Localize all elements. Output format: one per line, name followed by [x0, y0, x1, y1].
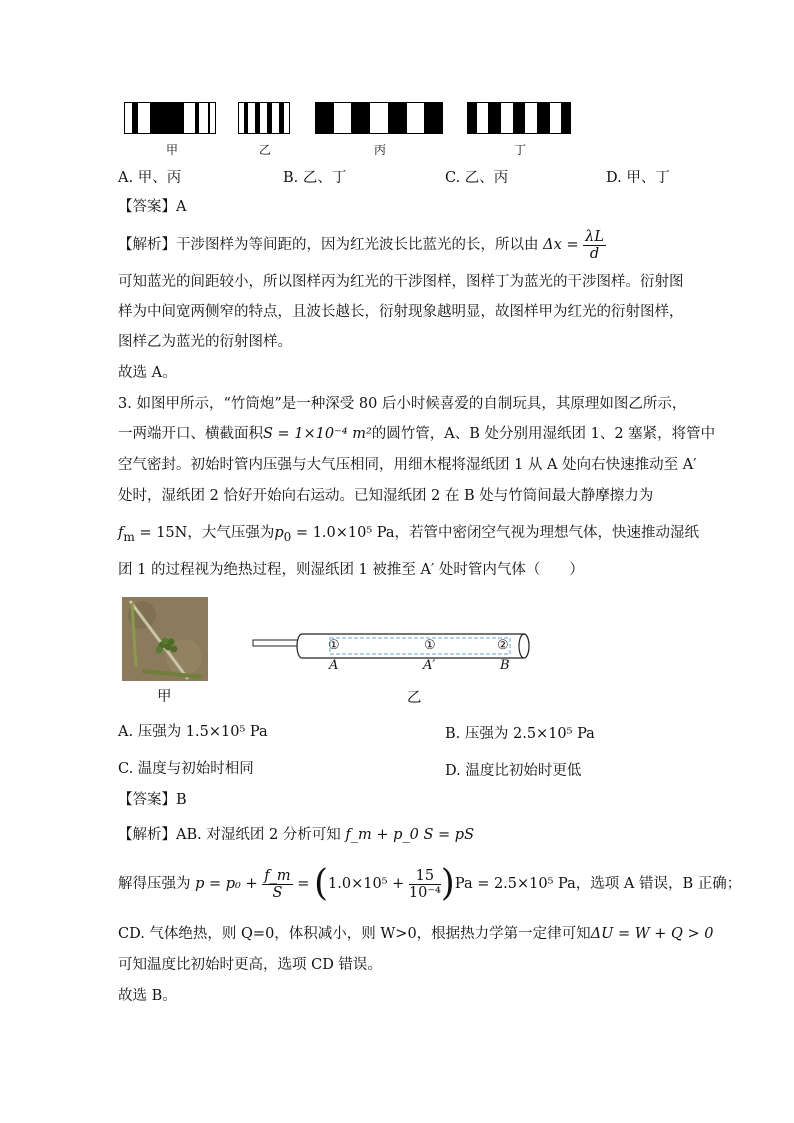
figure-label-yi: 乙: [407, 690, 422, 706]
tube-marker-2: ②: [497, 638, 509, 653]
fringe-bar: [351, 103, 370, 133]
pattern-bing: [315, 102, 443, 134]
point-label-b: B: [500, 658, 510, 673]
fringe-bar: [388, 103, 407, 133]
point-label-a: A: [329, 658, 339, 673]
q3-option-d: D. 温度比初始时更低: [445, 763, 582, 779]
fringe-bar: [244, 103, 248, 133]
fringe-bar: [513, 103, 525, 133]
fringe-bar: [132, 103, 137, 133]
q3-option-a: A. 压强为 1.5×10⁵ Pa: [118, 724, 268, 740]
fringe-bar: [424, 103, 442, 133]
q3-stem-line-2: 一两端开口、横截面积S = 1×10⁻⁴ m²的圆竹管，A、B 处分别用湿纸团 1、2 塞紧，将管中: [118, 426, 716, 442]
fringe-bar: [279, 103, 284, 133]
tube-diagram: [250, 628, 535, 678]
fringe-bar: [208, 103, 211, 133]
pattern-label-jia: 甲: [166, 143, 179, 157]
pattern-label-yi: 乙: [259, 143, 272, 157]
q3-stem-line-6: 团 1 的过程视为绝热过程，则湿纸团 1 被推至 A′ 处时管内气体（ ）: [118, 562, 584, 578]
tube-marker-1-moved: ①: [424, 638, 436, 653]
q2-analysis-line-3: 样为中间宽两侧窄的特点，且波长越长，衍射现象越明显，故图样甲为红光的衍射图样，: [118, 304, 684, 320]
q2-analysis-line-4: 图样乙为蓝光的衍射图样。: [118, 334, 292, 350]
pattern-ding: [467, 102, 571, 134]
q3-option-c: C. 温度与初始时相同: [118, 761, 254, 777]
right-paren: ): [440, 863, 455, 904]
fringe-bar: [255, 103, 260, 133]
figure-label-jia: 甲: [157, 689, 172, 705]
fringe-bar: [488, 103, 500, 133]
formula-fraction: $\frac{\lambda L}{d}$: [585, 228, 604, 262]
q3-conclusion: 故选 B。: [118, 988, 177, 1004]
pattern-label-bing: 丙: [374, 143, 387, 157]
q3-answer: 【答案】B: [118, 792, 187, 808]
q3-stem-line-4: 处时，湿纸团 2 恰好开始向右运动。已知湿纸团 2 在 B 处与竹筒间最大静摩擦力为: [118, 488, 654, 504]
q2-option-c: C. 乙、丙: [445, 170, 509, 186]
q2-analysis-line-1: 【解析】干涉图样为等间距的，因为红光波长比蓝光的长，所以由 Δx = $\frac{\lambda L}{d}$: [118, 228, 604, 262]
pattern-yi: [238, 102, 290, 134]
q3-analysis-line-3: CD. 气体绝热，则 Q=0，体积减小，则 W>0，根据热力学第一定律可知ΔU = W + Q > 0: [118, 926, 714, 942]
q2-option-a: A. 甲、丙: [118, 170, 182, 186]
q2-conclusion: 故选 A。: [118, 365, 177, 381]
fringe-bar: [267, 103, 272, 133]
fringe-bar: [468, 103, 477, 133]
tube-marker-1: ①: [328, 638, 340, 653]
fringe-bar: [150, 103, 184, 133]
q3-stem-line-1: 3. 如图甲所示，“竹筒炮”是一种深受 80 后小时候喜爱的自制玩具，其原理如图乙所示，: [118, 396, 687, 412]
point-label-a-prime: A′: [423, 658, 436, 673]
pattern-label-ding: 丁: [514, 143, 527, 157]
fringe-bar: [316, 103, 334, 133]
q3-analysis-line-2: 解得压强为 p = p₀ + $\frac{f\_m}{S}$ = (1.0×10⁵ + $\frac{15}{\text{10⁻⁴}}$ )Pa = 2.5×10⁵ Pa，选项 A 错误，B 正确；: [118, 863, 742, 904]
bamboo-gun-photo: [122, 597, 208, 681]
left-paren: (: [313, 863, 329, 904]
q3-stem-line-3: 空气密封。初始时管内压强与大气压相同，用细木棍将湿纸团 1 从 A 处向右快速推动至 A′: [118, 457, 697, 473]
q3-analysis-line-4: 可知温度比初始时更高，选项 CD 错误。: [118, 957, 382, 973]
fraction-15-over-area: $\frac{15}{\text{10⁻⁴}}$: [408, 867, 441, 901]
fringe-bar: [195, 103, 199, 133]
fringe-bar: [561, 103, 570, 133]
q2-answer: 【答案】A: [118, 199, 187, 215]
q2-option-b: B. 乙、丁: [283, 170, 347, 186]
pattern-jia: [124, 102, 216, 134]
q3-stem-line-5: $f_m = 15N$，大气压强为$p_0 = 1.0\times 10^5$ Pa，若管中密闭空气视为理想气体，快速推动湿纸: [118, 525, 700, 544]
q2-option-d: D. 甲、丁: [606, 170, 670, 186]
q3-option-b: B. 压强为 2.5×10⁵ Pa: [445, 726, 595, 742]
fraction-fm-over-s: $\frac{f\_m}{S}$: [264, 867, 291, 901]
fringe-bar: [537, 103, 549, 133]
q3-analysis-line-1: 【解析】AB. 对湿纸团 2 分析可知 f_m + p_0 S = pS: [118, 827, 475, 843]
q2-analysis-line-2: 可知蓝光的间距较小，所以图样丙为红光的干涉图样，图样丁为蓝光的干涉图样。衍射图: [118, 274, 684, 290]
